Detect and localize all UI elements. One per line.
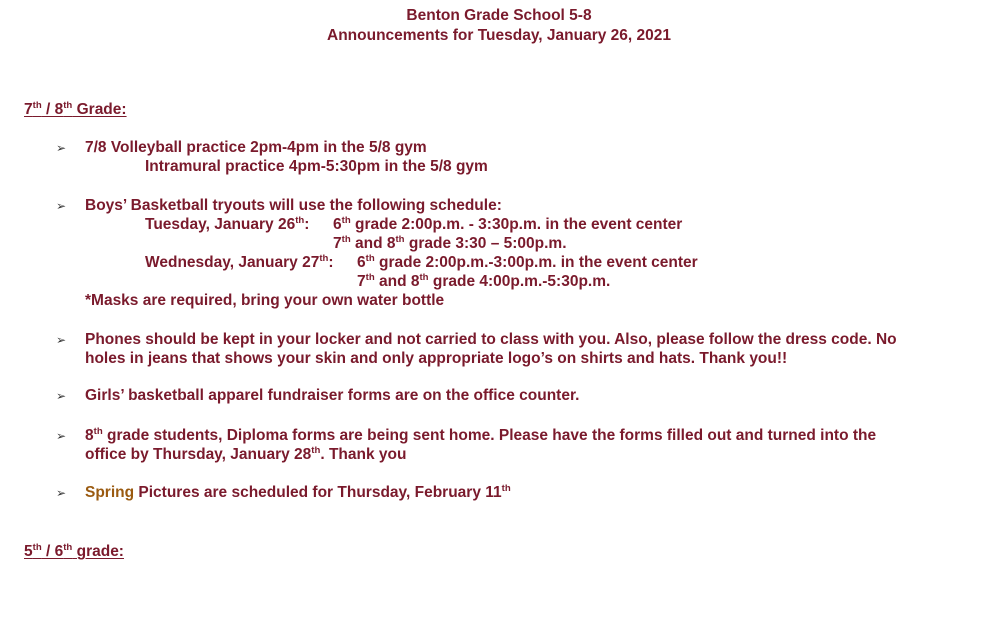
announcement-date-title: Announcements for Tuesday, January 26, 2021: [327, 27, 671, 44]
masks-required-note: *Masks are required, bring your own water bottle: [85, 292, 445, 309]
phones-policy-line1: Phones should be kept in your locker and not carried to class with you. Also, please follow the dress code. No: [85, 331, 897, 348]
spring-pictures-text: Spring Pictures are scheduled for Thursday, February 11th: [85, 482, 511, 501]
diploma-forms-line2: office by Thursday, January 28th. Thank you: [85, 444, 407, 463]
diploma-forms-line1: 8th grade students, Diploma forms are being sent home. Please have the forms filled out and turned into the: [85, 425, 877, 444]
apparel-fundraiser-text: Girls’ basketball apparel fundraiser forms are on the office counter.: [85, 387, 580, 404]
wednesday-schedule-label: Wednesday, January 27th:: [145, 252, 334, 271]
spring-word: Spring: [85, 484, 135, 501]
tuesday-schedule-label: Tuesday, January 26th:: [145, 214, 310, 233]
wednesday-7-8th-grade-schedule: 7th and 8th grade 4:00p.m.-5:30p.m.: [357, 271, 611, 290]
section-heading-7-8-grade: 7th / 8th Grade:: [24, 99, 127, 118]
tuesday-6th-grade-schedule: 6th grade 2:00p.m. - 3:30p.m. in the event center: [333, 214, 683, 233]
tuesday-7-8th-grade-schedule: 7th and 8th grade 3:30 – 5:00p.m.: [333, 233, 567, 252]
bullet-arrow-icon: ➢: [56, 141, 67, 155]
school-title: Benton Grade School 5-8: [406, 7, 592, 24]
bullet-arrow-icon: ➢: [56, 429, 67, 443]
bullet-arrow-icon: ➢: [56, 389, 67, 403]
wednesday-6th-grade-schedule: 6th grade 2:00p.m.-3:00p.m. in the event center: [357, 252, 698, 271]
bullet-arrow-icon: ➢: [56, 199, 67, 213]
section-heading-5-6-grade: 5th / 6th grade:: [24, 541, 124, 560]
intramural-practice-text: Intramural practice 4pm-5:30pm in the 5/8 gym: [145, 158, 488, 175]
bullet-arrow-icon: ➢: [56, 333, 67, 347]
phones-policy-line2: holes in jeans that shows your skin and only appropriate logo’s on shirts and hats. Thank you!!: [85, 350, 788, 367]
basketball-tryouts-text: Boys’ Basketball tryouts will use the following schedule:: [85, 197, 502, 214]
bullet-arrow-icon: ➢: [56, 486, 67, 500]
volleyball-practice-text: 7/8 Volleyball practice 2pm-4pm in the 5/8 gym: [85, 139, 427, 156]
